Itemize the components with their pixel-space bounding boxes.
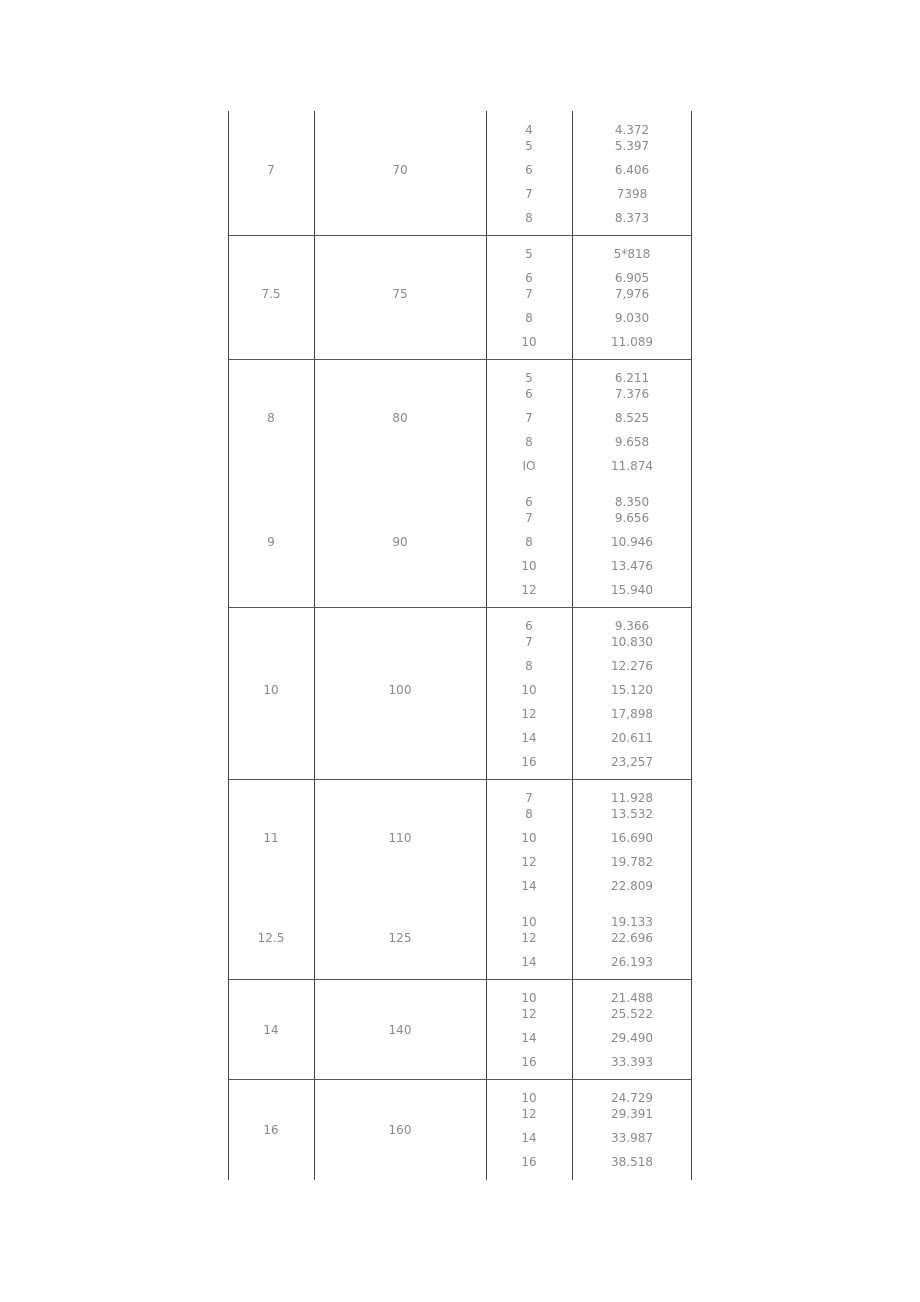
table-cell-weight: 20.611 xyxy=(611,731,653,745)
table-cell-weight: 6.905 xyxy=(614,271,650,285)
table-cell-thickness: 5 xyxy=(525,139,533,153)
table-cell-thickness: 7 xyxy=(525,187,533,201)
table-cell-weight: 21.488 xyxy=(611,991,653,1005)
table-cell-number: 12.5 xyxy=(257,931,285,945)
table-cell-thickness: 12 xyxy=(521,583,537,597)
table-cell-weight: 26.193 xyxy=(611,955,653,969)
table-cell-thickness: 7 xyxy=(525,287,533,301)
table-cell-width: 80 xyxy=(392,411,408,425)
table-cell-thickness: 6 xyxy=(525,271,533,285)
table-cell-width: 110 xyxy=(388,831,412,845)
table-cell-thickness: 16 xyxy=(521,755,537,769)
table-cell-thickness: 12 xyxy=(521,1107,537,1121)
table-cell-weight: 8.525 xyxy=(614,411,650,425)
table-cell-width: 70 xyxy=(392,163,408,177)
table-cell-weight: 13.532 xyxy=(611,807,653,821)
table-cell-thickness: 10 xyxy=(521,915,537,929)
table-cell-weight: 4.372 xyxy=(614,123,650,137)
table-cell-weight: 10.946 xyxy=(611,535,653,549)
table-cell-weight: 9.366 xyxy=(614,619,650,633)
column-rule-1 xyxy=(314,111,315,1180)
table-cell-thickness: 8 xyxy=(525,211,533,225)
table-cell-thickness: 7 xyxy=(525,411,533,425)
table-cell-thickness: 12 xyxy=(521,931,537,945)
table-cell-weight: 7398 xyxy=(616,187,648,201)
table-cell-weight: 11.928 xyxy=(611,791,653,805)
table-cell-thickness: 14 xyxy=(521,731,537,745)
table-cell-thickness: 14 xyxy=(521,1131,537,1145)
table-cell-thickness: 10 xyxy=(521,831,537,845)
table-cell-width: 125 xyxy=(388,931,412,945)
table-cell-weight: 19.133 xyxy=(611,915,653,929)
table-cell-weight: 25.522 xyxy=(611,1007,653,1021)
table-cell-weight: 5*818 xyxy=(613,247,651,261)
table-cell-thickness: 5 xyxy=(525,247,533,261)
table-cell-weight: 15.120 xyxy=(611,683,653,697)
table-cell-thickness: 4 xyxy=(525,123,533,137)
table-cell-thickness: 12 xyxy=(521,707,537,721)
table-cell-weight: 7.376 xyxy=(614,387,650,401)
table-cell-weight: 5.397 xyxy=(614,139,650,153)
table-cell-weight: 33.393 xyxy=(611,1055,653,1069)
column-rule-left xyxy=(228,111,229,1180)
table-cell-weight: 9.658 xyxy=(614,435,650,449)
row-rule xyxy=(228,1079,692,1080)
table-cell-thickness: 7 xyxy=(525,511,533,525)
table-cell-weight: 8.373 xyxy=(614,211,650,225)
table-cell-thickness: 14 xyxy=(521,955,537,969)
table-cell-number: 9 xyxy=(267,535,275,549)
row-rule xyxy=(228,607,692,608)
table-cell-width: 160 xyxy=(388,1123,412,1137)
table-cell-weight: 24.729 xyxy=(611,1091,653,1105)
table-cell-thickness: 10 xyxy=(521,991,537,1005)
table-cell-thickness: 6 xyxy=(525,163,533,177)
row-rule xyxy=(228,235,692,236)
table-cell-width: 75 xyxy=(392,287,408,301)
table-cell-number: 16 xyxy=(263,1123,279,1137)
table-cell-thickness: 8 xyxy=(525,435,533,449)
table-cell-weight: 9.656 xyxy=(614,511,650,525)
table-cell-thickness: 10 xyxy=(521,559,537,573)
table-cell-thickness: IO xyxy=(522,459,536,473)
table-cell-weight: 9.030 xyxy=(614,311,650,325)
table-cell-width: 140 xyxy=(388,1023,412,1037)
table-cell-thickness: 12 xyxy=(521,855,537,869)
table-cell-weight: 16.690 xyxy=(611,831,653,845)
table-cell-weight: 29.391 xyxy=(611,1107,653,1121)
table-cell-thickness: 16 xyxy=(521,1155,537,1169)
table-cell-number: 7 xyxy=(267,163,275,177)
row-rule xyxy=(228,359,692,360)
table-cell-width: 100 xyxy=(388,683,412,697)
table-cell-weight: 23,257 xyxy=(611,755,653,769)
table-cell-weight: 19.782 xyxy=(611,855,653,869)
table-cell-thickness: 10 xyxy=(521,335,537,349)
table-cell-thickness: 12 xyxy=(521,1007,537,1021)
row-rule xyxy=(228,979,692,980)
table-cell-thickness: 6 xyxy=(525,387,533,401)
table-cell-number: 11 xyxy=(263,831,279,845)
table-cell-thickness: 14 xyxy=(521,879,537,893)
table-cell-weight: 22.696 xyxy=(611,931,653,945)
table-cell-thickness: 14 xyxy=(521,1031,537,1045)
table-cell-number: 7.5 xyxy=(261,287,281,301)
row-rule xyxy=(228,779,692,780)
table-cell-weight: 15.940 xyxy=(611,583,653,597)
table-cell-thickness: 6 xyxy=(525,619,533,633)
table-cell-number: 14 xyxy=(263,1023,279,1037)
table-cell-weight: 11.089 xyxy=(611,335,653,349)
table-cell-weight: 33.987 xyxy=(611,1131,653,1145)
table-cell-width: 90 xyxy=(392,535,408,549)
table-cell-thickness: 8 xyxy=(525,535,533,549)
table-cell-thickness: 8 xyxy=(525,807,533,821)
table-cell-thickness: 7 xyxy=(525,635,533,649)
table-cell-weight: 6.406 xyxy=(614,163,650,177)
table-cell-thickness: 10 xyxy=(521,1091,537,1105)
table-cell-thickness: 8 xyxy=(525,311,533,325)
table-cell-weight: 12.276 xyxy=(611,659,653,673)
table-cell-weight: 17,898 xyxy=(611,707,653,721)
table-cell-thickness: 10 xyxy=(521,683,537,697)
table-cell-weight: 6.211 xyxy=(614,371,650,385)
table-cell-weight: 13.476 xyxy=(611,559,653,573)
table-cell-weight: 22.809 xyxy=(611,879,653,893)
table-cell-thickness: 5 xyxy=(525,371,533,385)
table-cell-number: 10 xyxy=(263,683,279,697)
table-cell-weight: 38.518 xyxy=(611,1155,653,1169)
table-cell-weight: 7,976 xyxy=(614,287,650,301)
table-cell-number: 8 xyxy=(267,411,275,425)
table-cell-thickness: 8 xyxy=(525,659,533,673)
table-cell-weight: 10.830 xyxy=(611,635,653,649)
table-cell-weight: 11.874 xyxy=(611,459,653,473)
table-cell-thickness: 7 xyxy=(525,791,533,805)
table-cell-weight: 8.350 xyxy=(614,495,650,509)
table-cell-thickness: 6 xyxy=(525,495,533,509)
table-cell-weight: 29.490 xyxy=(611,1031,653,1045)
table-cell-thickness: 16 xyxy=(521,1055,537,1069)
